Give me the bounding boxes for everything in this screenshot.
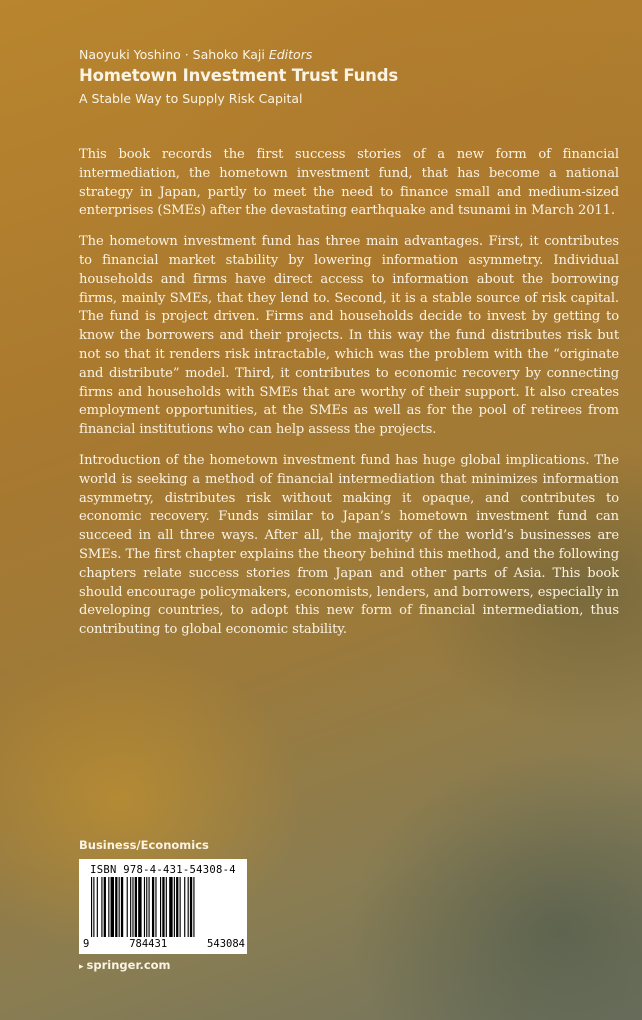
barcode-bar xyxy=(130,877,131,937)
blurb xyxy=(79,146,619,652)
barcode-bar xyxy=(193,877,194,937)
barcode-bar xyxy=(101,877,102,937)
barcode-bar xyxy=(111,877,114,937)
barcode-bar xyxy=(155,877,156,937)
barcode-bar xyxy=(190,877,192,937)
barcode-bar xyxy=(162,877,164,937)
barcode-digit-lead: 9 xyxy=(83,938,90,950)
blurb-paragraph-2: The hometown investment fund has three main advantages. First, it contributes to financial market stability by lowering information asymmetry. Individual households and firms have direct access to information about the borrowing firms, mainly SMEs, that they lend to. Second, it is a stable source of risk capital. The fund is project driven. Firms and households decide to invest by getting to know the borrowers and their projects. In this way the fund distributes risk but not so that it renders risk intractable, which was the problem with the “originate and distribute” model. Third, it contributes to economic recovery by connecting firms and households with SMEs that are worthy of their support. It also creates employment opportunities, at the SMEs as well as for the pool of retirees from financial institutions who can help assess the projects. xyxy=(79,234,619,438)
barcode-bar xyxy=(160,877,161,937)
blurb-paragraph-3: Introduction of the hometown investment fund has huge global implications. The world is seeking a method of financial intermediation that minimizes information asymmetry, distributes risk without making it opaque, and contributes to economic recovery. Funds similar to Japan’s hometown investment fund can succeed in all three ways. After all, the majority of the world’s businesses are SMEs. The first chapter explains the theory behind this method, and the following chapters relate success stories from Japan and other parts of Asia. This book should encourage policymakers, economists, lenders, and borrowers, especially in developing countries, to adopt this new form of financial intermediation, thus contributing to global economic stability. xyxy=(79,452,619,638)
barcode-digits xyxy=(83,938,245,950)
barcode-bar xyxy=(174,877,175,937)
barcode-bar xyxy=(146,877,147,937)
barcode-bar xyxy=(135,877,137,937)
barcode-bar xyxy=(127,877,128,937)
barcode-bar xyxy=(119,877,120,937)
barcode-bar xyxy=(169,877,172,937)
barcode-bar xyxy=(108,877,109,937)
publisher-link[interactable] xyxy=(79,958,171,972)
cover-header xyxy=(79,46,398,108)
barcode-bar xyxy=(138,877,141,937)
barcode-bar xyxy=(93,877,94,937)
editors-role: Editors xyxy=(268,47,313,62)
book-title: Hometown Investment Trust Funds xyxy=(79,66,398,85)
barcode-bar xyxy=(184,877,185,937)
barcode-bar xyxy=(180,877,181,937)
barcode-bars xyxy=(87,877,239,943)
barcode-bar xyxy=(166,877,167,937)
barcode-bar xyxy=(97,877,98,937)
barcode-bar xyxy=(121,877,123,937)
category-label: Business/Economics xyxy=(79,838,209,852)
publisher-url: springer.com xyxy=(86,958,171,972)
barcode-bar xyxy=(176,877,178,937)
barcode-bar xyxy=(149,877,150,937)
barcode-bar xyxy=(188,877,189,937)
arrow-icon: ▸ xyxy=(79,962,84,972)
barcode-bar xyxy=(91,877,92,937)
barcode-bar xyxy=(152,877,154,937)
isbn-text: ISBN 978-4-431-54308-4 xyxy=(90,864,236,876)
barcode-bar xyxy=(104,877,106,937)
editors-line xyxy=(79,46,398,63)
book-subtitle: A Stable Way to Supply Risk Capital xyxy=(79,91,303,106)
isbn-barcode xyxy=(79,859,247,954)
barcode-bar xyxy=(144,877,145,937)
barcode-digit-group-right: 543084 xyxy=(207,938,245,950)
editors-names: Naoyuki Yoshino · Sahoko Kaji xyxy=(79,47,265,62)
barcode-bar xyxy=(115,877,117,937)
blurb-paragraph-1: This book records the first success stories of a new form of financial intermediation, the hometown investment fund, that has become a national strategy in Japan, partly to meet the need to finance small and medium-sized enterprises (SMEs) after the devastating earthquake and tsunami in March 2011. xyxy=(79,147,619,219)
barcode-bar xyxy=(132,877,133,937)
barcode-digit-group-left: 784431 xyxy=(129,938,168,950)
